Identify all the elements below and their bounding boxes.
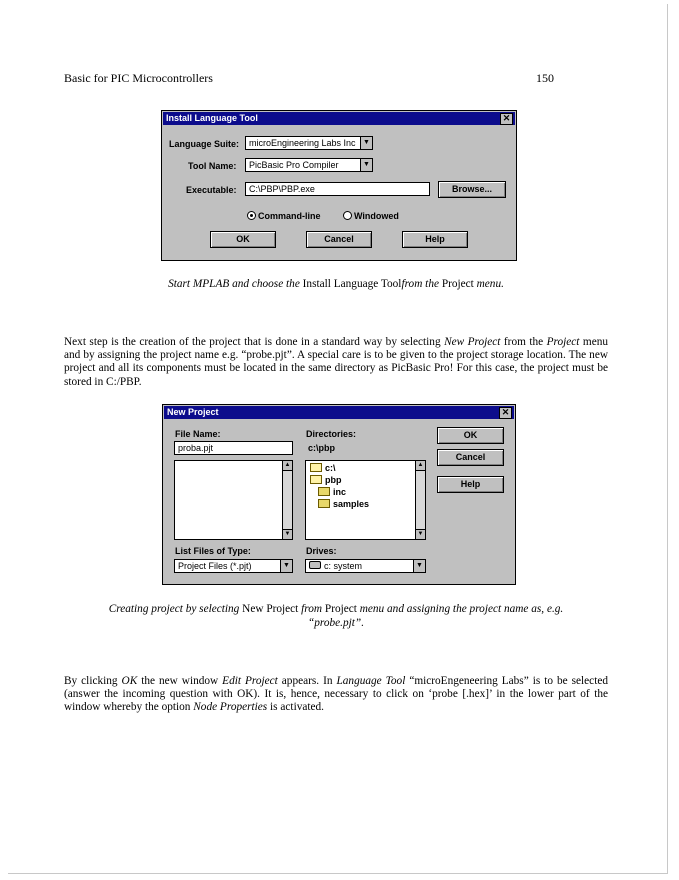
dir-item-label: c:\ [325, 463, 336, 473]
install-language-tool-dialog [161, 110, 517, 261]
p1-new-project: New Project [444, 336, 501, 348]
tool-name-value: PicBasic Pro Compiler [249, 160, 339, 170]
dir-item-inc[interactable] [318, 487, 346, 497]
folder-open-icon [310, 463, 322, 472]
tool-name-label: Tool Name: [188, 161, 237, 171]
current-directory: c:\pbp [305, 442, 425, 455]
radio-unselected-icon [343, 211, 352, 220]
chevron-down-icon[interactable]: ▼ [360, 137, 372, 149]
dir-item-label: samples [333, 499, 370, 509]
radio-command-line[interactable] [247, 211, 321, 221]
p1-text-3: menu and by assigning the project name e.g. “probe.pjt”. A special care is to be given to the project storage location. The new project and all its components must be located in the same directory as PicBasic Pro! For this case, the project must be stored in C:/PBP. [64, 336, 609, 388]
dialog-titlebar [164, 406, 514, 419]
p2-edit-project: Edit Project [222, 675, 278, 687]
dir-item-pbp[interactable] [310, 475, 342, 485]
list-files-type-value: Project Files (*.pjt) [178, 561, 252, 571]
dir-item-samples[interactable] [318, 499, 369, 509]
book-title: Basic for PIC Microcontrollers [64, 71, 213, 85]
caption2-new-project: New Project [242, 603, 299, 615]
radio-command-line-label: Command-line [258, 211, 321, 221]
chevron-down-icon[interactable]: ▼ [360, 159, 372, 171]
dir-item-label: pbp [325, 475, 342, 485]
scroll-down-icon[interactable]: ▼ [284, 531, 291, 537]
scroll-up-icon[interactable]: ▲ [283, 461, 292, 471]
caption2-text-menu: menu and assigning the project name as, e.g. [356, 603, 564, 615]
executable-label: Executable: [186, 185, 237, 195]
radio-windowed-label: Windowed [354, 211, 399, 221]
caption2-project: Project [324, 603, 357, 615]
folder-open-icon [310, 475, 322, 484]
caption1-install-language-tool: Install Language Tool [302, 278, 402, 290]
caption1-text-menu: menu. [473, 278, 504, 290]
drive-icon [309, 561, 321, 569]
p1-text: Next step is the creation of the project that is done in a standard way by selecting [64, 336, 445, 348]
p2-text: By clicking [64, 675, 122, 687]
caption2-line2: “probe.pjt”. [307, 616, 365, 629]
p1-text-2: from the [500, 336, 547, 348]
caption-install-language-tool [64, 278, 608, 292]
executable-input[interactable]: C:\PBP\PBP.exe [245, 182, 430, 196]
caption-new-project [64, 603, 608, 630]
language-suite-select[interactable] [245, 136, 373, 150]
drives-label: Drives: [306, 546, 337, 556]
dialog-title: Install Language Tool [166, 113, 258, 123]
list-files-type-select[interactable] [174, 559, 293, 573]
caption2-text-from: from [298, 603, 325, 615]
p2-ok: OK [121, 675, 138, 687]
ok-button[interactable]: OK [210, 231, 276, 248]
page-number: 150 [536, 71, 554, 85]
scroll-down-icon[interactable]: ▼ [417, 531, 424, 537]
p2-text-4: “microEngeneering Labs” is to be selected (answer the incoming question with OK). It is, hence, necessary to click on ‘probe [.hex]’ in the lower part of the window whereby the option [64, 675, 608, 714]
close-icon[interactable]: ✕ [500, 113, 513, 125]
p2-text-2: the new window [137, 675, 223, 687]
p1-project: Project [546, 336, 580, 348]
drives-value: c: system [324, 561, 363, 571]
paragraph-edit-project [64, 675, 608, 715]
directory-list-scrollbar[interactable] [415, 461, 425, 539]
dialog-title: New Project [167, 407, 219, 417]
drives-select[interactable] [305, 559, 426, 573]
ok-button[interactable]: OK [437, 427, 504, 444]
folder-icon [318, 487, 330, 496]
p2-language-tool: Language Tool [336, 675, 406, 687]
p2-text-5: is activated. [267, 701, 324, 714]
list-files-type-label: List Files of Type: [175, 546, 251, 556]
chevron-down-icon[interactable]: ▼ [413, 560, 425, 572]
file-name-input[interactable]: proba.pjt [174, 441, 293, 455]
language-suite-label: Language Suite: [169, 139, 240, 149]
paragraph-new-project [64, 336, 608, 389]
folder-icon [318, 499, 330, 508]
caption1-text: Start MPLAB and choose the [168, 278, 303, 290]
scroll-up-icon[interactable]: ▲ [416, 461, 425, 471]
caption1-project: Project [441, 278, 474, 290]
caption1-text-from: from the [401, 278, 442, 290]
dialog-titlebar [163, 112, 515, 125]
tool-name-select[interactable] [245, 158, 373, 172]
radio-selected-icon [247, 211, 256, 220]
directory-list[interactable] [305, 460, 426, 540]
language-suite-value: microEngineering Labs Inc [249, 138, 356, 148]
directories-label: Directories: [306, 429, 357, 439]
p2-text-3: appears. In [277, 675, 337, 687]
cancel-button[interactable]: Cancel [437, 449, 504, 466]
browse-button[interactable]: Browse... [438, 181, 506, 198]
file-name-label: File Name: [175, 429, 221, 439]
caption2-text: Creating project by selecting [108, 603, 243, 615]
dir-item-label: inc [333, 487, 347, 497]
close-icon[interactable]: ✕ [499, 407, 512, 419]
cancel-button[interactable]: Cancel [306, 231, 372, 248]
help-button[interactable]: Help [437, 476, 504, 493]
help-button[interactable]: Help [402, 231, 468, 248]
new-project-dialog [162, 404, 516, 585]
dir-item-c-root[interactable] [310, 463, 336, 473]
chevron-down-icon[interactable]: ▼ [280, 560, 292, 572]
radio-windowed[interactable] [343, 211, 399, 221]
file-list[interactable] [174, 460, 293, 540]
file-list-scrollbar[interactable] [282, 461, 292, 539]
p2-node-properties: Node Properties [193, 701, 268, 714]
